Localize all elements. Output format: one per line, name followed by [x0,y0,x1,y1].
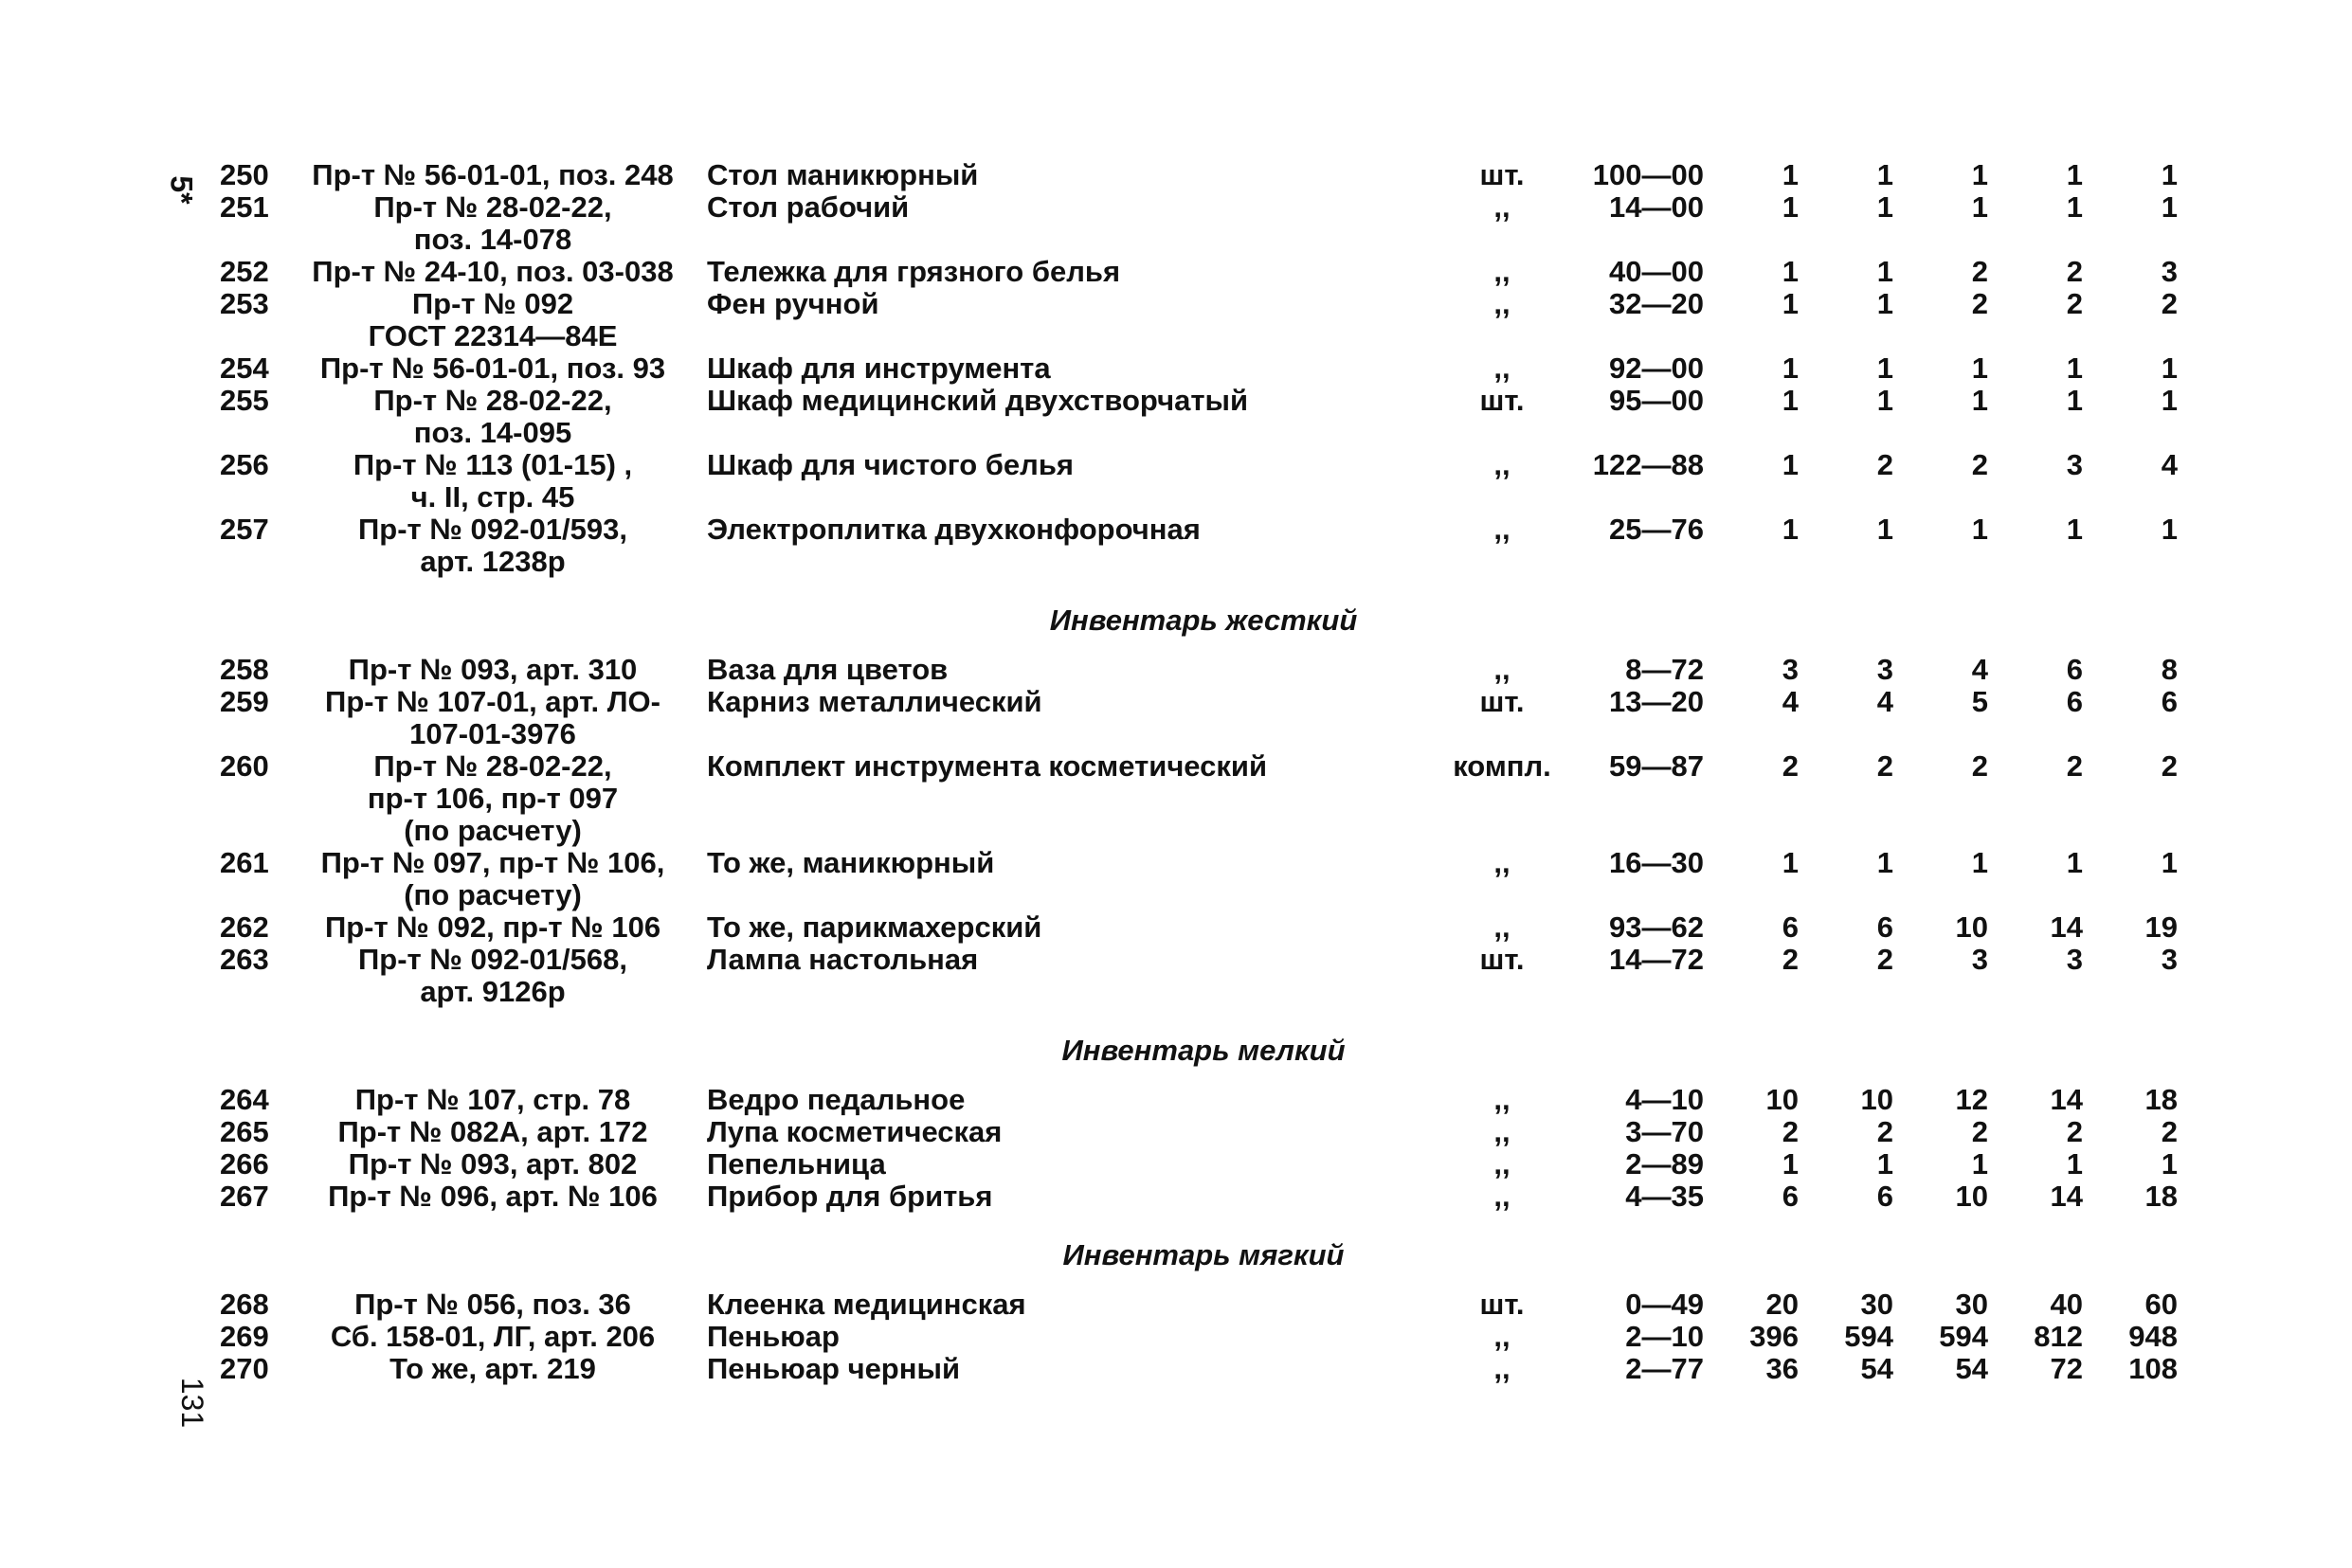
table-row [208,159,2198,191]
item-quantity: 54 [1860,1352,1893,1385]
item-quantity: 4 [2161,448,2178,481]
item-reference-line: Пр-т № 56-01-01, поз. 248 [312,158,674,191]
table-row [208,288,2198,352]
item-quantity: 2 [1971,749,1988,783]
item-unit: ,, [1493,513,1511,546]
item-quantity: 40 [2050,1288,2083,1321]
item-quantity: 1 [1876,190,1893,224]
item-quantity: 3 [2161,943,2178,976]
item-quantity: 12 [1955,1083,1988,1116]
item-price: 32—20 [1609,287,1704,320]
item-quantity: 6 [1782,1180,1799,1213]
item-quantity: 2 [1876,749,1893,783]
item-quantity: 3 [1782,653,1799,686]
item-quantity: 2 [2161,287,2178,320]
item-unit: ,, [1493,1320,1511,1353]
item-reference-line: Сб. 158-01, ЛГ, арт. 206 [330,1320,656,1353]
item-unit: ,, [1493,846,1511,879]
item-unit: шт. [1479,685,1525,718]
item-quantity: 2 [2066,287,2083,320]
item-quantity: 1 [2066,1147,2083,1181]
item-quantity: 1 [2066,384,2083,417]
item-name: Стол маникюрный [707,158,979,191]
table-row [208,750,2198,847]
item-price: 8—72 [1625,653,1704,686]
item-unit: ,, [1493,351,1511,385]
table-row [208,1181,2198,1213]
item-unit: ,, [1493,255,1511,288]
item-unit: шт. [1479,384,1525,417]
item-quantity: 18 [2144,1083,2178,1116]
item-quantity: 1 [1971,846,1988,879]
item-quantity: 1 [2161,351,2178,385]
item-reference-line: Пр-т № 097, пр-т № 106, [320,846,665,879]
item-price: 4—35 [1625,1180,1704,1213]
item-quantity: 20 [1765,1288,1799,1321]
item-quantity: 6 [1782,910,1799,944]
item-quantity: 1 [1971,384,1988,417]
item-unit: шт. [1479,158,1525,191]
item-quantity: 5 [1971,685,1988,718]
item-name: Пеньюар [707,1320,840,1353]
item-quantity: 108 [2128,1352,2178,1385]
margin-signature-mark: 5* [164,175,199,205]
item-quantity: 4 [1782,685,1799,718]
item-unit: шт. [1479,943,1525,976]
item-quantity: 2 [1971,255,1988,288]
item-reference [294,1321,692,1353]
section-heading-row [208,1213,2198,1289]
item-reference-line: Пр-т № 092-01/593, [358,513,627,546]
item-number: 256 [220,448,269,481]
item-quantity: 1 [1876,1147,1893,1181]
item-quantity: 948 [2128,1320,2178,1353]
item-name: Тележка для грязного белья [707,255,1121,288]
item-reference [294,1116,692,1148]
item-quantity: 1 [1971,351,1988,385]
item-price: 14—72 [1609,943,1704,976]
item-price: 4—10 [1625,1083,1704,1116]
table-row [208,1353,2198,1385]
table-row [208,911,2198,944]
item-name: Карниз металлический [707,685,1042,718]
item-name: Лампа настольная [707,943,979,976]
item-reference-line: Пр-т № 28-02-22, [373,384,612,417]
item-quantity: 812 [2034,1320,2083,1353]
item-reference [294,1289,692,1321]
item-unit: ,, [1493,910,1511,944]
item-price: 13—20 [1609,685,1704,718]
item-number: 253 [220,287,269,320]
item-quantity: 1 [2161,1147,2178,1181]
item-price: 92—00 [1609,351,1704,385]
item-quantity: 2 [1971,287,1988,320]
item-quantity: 1 [1876,513,1893,546]
item-name: Пепельница [707,1147,886,1181]
item-reference-line: Пр-т № 082А, арт. 172 [337,1115,648,1148]
item-number: 269 [220,1320,269,1353]
item-quantity: 1 [1876,255,1893,288]
item-quantity: 1 [2161,513,2178,546]
item-name: Шкаф медицинский двухстворчатый [707,384,1249,417]
item-quantity: 54 [1955,1352,1988,1385]
item-quantity: 2 [2066,1115,2083,1148]
item-unit: ,, [1493,653,1511,686]
item-name: То же, маникюрный [707,846,995,879]
table-row [208,256,2198,288]
item-reference [294,944,692,1008]
item-unit: шт. [1479,1288,1525,1321]
item-quantity: 594 [1844,1320,1893,1353]
item-quantity: 6 [2066,685,2083,718]
item-quantity: 2 [2066,749,2083,783]
item-reference-line: Пр-т № 56-01-01, поз. 93 [319,351,666,385]
item-reference [294,514,692,578]
item-quantity: 2 [1971,448,1988,481]
page-number: 131 [175,1377,210,1429]
item-quantity: 1 [1971,190,1988,224]
item-reference-line: арт. 1238р [420,545,566,578]
item-quantity: 1 [2066,158,2083,191]
section-title: Инвентарь мягкий [1062,1238,1345,1271]
item-quantity: 1 [2161,190,2178,224]
item-unit: ,, [1493,287,1511,320]
item-quantity: 1 [2161,384,2178,417]
item-quantity: 2 [2161,749,2178,783]
item-quantity: 1 [1971,158,1988,191]
item-unit: ,, [1493,448,1511,481]
item-number: 252 [220,255,269,288]
table-row [208,654,2198,686]
item-quantity: 1 [1971,513,1988,546]
item-reference [294,1148,692,1181]
item-reference [294,750,692,847]
item-quantity: 594 [1939,1320,1988,1353]
item-price: 3—70 [1625,1115,1704,1148]
item-quantity: 6 [2161,685,2178,718]
item-quantity: 1 [1782,846,1799,879]
item-reference-line: Пр-т № 113 (01-15) , [353,448,633,481]
item-reference [294,449,692,514]
item-quantity: 1 [1876,351,1893,385]
item-quantity: 2 [2066,255,2083,288]
item-quantity: 1 [2066,351,2083,385]
item-quantity: 1 [2161,846,2178,879]
item-number: 258 [220,653,269,686]
item-reference-line: Пр-т № 092-01/568, [358,943,627,976]
item-quantity: 18 [2144,1180,2178,1213]
item-reference [294,288,692,352]
item-reference-line: Пр-т № 107, стр. 78 [354,1083,631,1116]
item-quantity: 2 [1876,1115,1893,1148]
section-title: Инвентарь мелкий [1061,1034,1346,1067]
item-quantity: 1 [1782,255,1799,288]
item-quantity: 14 [2050,1083,2083,1116]
item-reference [294,654,692,686]
item-number: 255 [220,384,269,417]
item-quantity: 1 [2066,513,2083,546]
item-quantity: 3 [2066,943,2083,976]
item-name: Шкаф для чистого белья [707,448,1075,481]
item-reference-line: Пр-т № 24-10, поз. 03-038 [312,255,674,288]
item-name: Комплект инструмента косметический [707,749,1268,783]
item-quantity: 14 [2050,910,2083,944]
item-quantity: 1 [1782,190,1799,224]
table-row [208,847,2198,911]
item-reference-line: 107-01-3976 [409,717,576,750]
item-price: 2—10 [1625,1320,1704,1353]
item-reference [294,1181,692,1213]
table-row [208,1321,2198,1353]
item-quantity: 1 [2066,190,2083,224]
item-number: 257 [220,513,269,546]
item-unit: ,, [1493,1115,1511,1148]
item-number: 259 [220,685,269,718]
item-quantity: 2 [1971,1115,1988,1148]
item-reference-line: (по расчету) [404,878,582,911]
item-price: 16—30 [1609,846,1704,879]
item-price: 0—49 [1625,1288,1704,1321]
item-quantity: 396 [1749,1320,1799,1353]
item-quantity: 6 [2066,653,2083,686]
item-reference-line: То же, арт. 219 [389,1352,596,1385]
item-unit: компл. [1453,749,1551,783]
inventory-table [208,159,2198,1385]
item-reference-line: ГОСТ 22314—84Е [368,319,618,352]
item-price: 93—62 [1609,910,1704,944]
item-quantity: 2 [1876,943,1893,976]
item-reference-line: (по расчету) [404,814,582,847]
item-quantity: 2 [2161,1115,2178,1148]
item-quantity: 2 [1782,1115,1799,1148]
item-reference-line: пр-т 106, пр-т 097 [367,782,619,815]
item-quantity: 1 [1782,448,1799,481]
item-quantity: 1 [1782,351,1799,385]
table-row [208,1116,2198,1148]
item-quantity: 8 [2161,653,2178,686]
item-quantity: 10 [1955,1180,1988,1213]
item-name: Фен ручной [707,287,879,320]
item-reference [294,191,692,256]
item-quantity: 1 [2066,846,2083,879]
item-name: Стол рабочий [707,190,910,224]
item-number: 267 [220,1180,269,1213]
item-quantity: 14 [2050,1180,2083,1213]
item-quantity: 2 [1782,749,1799,783]
item-quantity: 30 [1860,1288,1893,1321]
item-reference-line: поз. 14-078 [413,223,572,256]
item-quantity: 72 [2050,1352,2083,1385]
item-quantity: 6 [1876,910,1893,944]
item-name: Пеньюар черный [707,1352,960,1385]
section-title: Инвентарь жесткий [1049,604,1358,637]
item-quantity: 2 [1782,943,1799,976]
item-quantity: 2 [1876,448,1893,481]
table-row [208,385,2198,449]
item-number: 254 [220,351,269,385]
item-reference-line: Пр-т № 28-02-22, [373,190,612,224]
item-number: 260 [220,749,269,783]
item-reference [294,1084,692,1116]
item-price: 100—00 [1592,158,1704,191]
item-name: Прибор для бритья [707,1180,993,1213]
item-quantity: 1 [1971,1147,1988,1181]
item-quantity: 10 [1765,1083,1799,1116]
item-price: 40—00 [1609,255,1704,288]
table-row [208,352,2198,385]
item-reference-line: Пр-т № 28-02-22, [373,749,612,783]
item-reference [294,1353,692,1385]
item-name: Ведро педальное [707,1083,966,1116]
item-unit: ,, [1493,1083,1511,1116]
item-quantity: 1 [2161,158,2178,191]
item-name: Ваза для цветов [707,653,949,686]
item-unit: ,, [1493,1180,1511,1213]
item-name: Шкаф для инструмента [707,351,1051,385]
item-reference-line: поз. 14-095 [413,416,572,449]
item-quantity: 1 [1782,158,1799,191]
item-quantity: 1 [1782,1147,1799,1181]
table-row [208,514,2198,578]
item-name: Лупа косметическая [707,1115,1003,1148]
table-row [208,191,2198,256]
item-quantity: 10 [1860,1083,1893,1116]
item-reference [294,159,692,191]
item-quantity: 3 [2066,448,2083,481]
item-reference-line: арт. 9126р [420,975,566,1008]
item-price: 2—89 [1625,1147,1704,1181]
item-quantity: 6 [1876,1180,1893,1213]
item-name: Клеенка медицинская [707,1288,1026,1321]
item-reference [294,385,692,449]
table-row [208,449,2198,514]
item-number: 268 [220,1288,269,1321]
item-reference [294,686,692,750]
item-quantity: 30 [1955,1288,1988,1321]
item-quantity: 1 [1782,287,1799,320]
item-quantity: 1 [1782,384,1799,417]
item-unit: ,, [1493,1147,1511,1181]
item-quantity: 3 [2161,255,2178,288]
item-unit: ,, [1493,1352,1511,1385]
item-price: 2—77 [1625,1352,1704,1385]
item-price: 59—87 [1609,749,1704,783]
inventory-table-body [208,159,2198,1385]
item-reference-line: Пр-т № 093, арт. 802 [348,1147,638,1181]
item-quantity: 1 [1876,158,1893,191]
table-row [208,1289,2198,1321]
item-number: 250 [220,158,269,191]
table-row [208,944,2198,1008]
item-quantity: 60 [2144,1288,2178,1321]
item-quantity: 1 [1876,384,1893,417]
item-reference-line: Пр-т № 056, поз. 36 [354,1288,631,1321]
item-unit: ,, [1493,190,1511,224]
item-quantity: 10 [1955,910,1988,944]
table-row [208,1084,2198,1116]
item-reference-line: ч. II, стр. 45 [410,480,575,514]
item-number: 251 [220,190,269,224]
section-heading-row [208,1008,2198,1084]
item-price: 122—88 [1592,448,1704,481]
item-price: 25—76 [1609,513,1704,546]
item-reference-line: Пр-т № 107-01, арт. ЛО- [325,685,660,718]
table-row [208,686,2198,750]
item-quantity: 19 [2144,910,2178,944]
item-name: Электроплитка двухконфорочная [707,513,1201,546]
item-quantity: 1 [1876,846,1893,879]
item-quantity: 4 [1971,653,1988,686]
item-number: 266 [220,1147,269,1181]
item-quantity: 3 [1876,653,1893,686]
item-quantity: 4 [1876,685,1893,718]
item-number: 263 [220,943,269,976]
item-number: 264 [220,1083,269,1116]
item-number: 262 [220,910,269,944]
item-reference [294,911,692,944]
item-reference [294,352,692,385]
item-reference-line: Пр-т № 096, арт. № 106 [328,1180,658,1213]
item-quantity: 36 [1765,1352,1799,1385]
item-reference [294,256,692,288]
item-number: 261 [220,846,269,879]
item-number: 270 [220,1352,269,1385]
section-heading-row [208,578,2198,654]
item-quantity: 1 [1782,513,1799,546]
item-reference-line: Пр-т № 092 [411,287,574,320]
item-reference-line: Пр-т № 093, арт. 310 [348,653,638,686]
item-quantity: 1 [1876,287,1893,320]
item-number: 265 [220,1115,269,1148]
item-quantity: 3 [1971,943,1988,976]
item-price: 14—00 [1609,190,1704,224]
item-price: 95—00 [1609,384,1704,417]
item-reference-line: Пр-т № 092, пр-т № 106 [324,910,661,944]
item-reference [294,847,692,911]
table-row [208,1148,2198,1181]
item-name: То же, парикмахерский [707,910,1042,944]
